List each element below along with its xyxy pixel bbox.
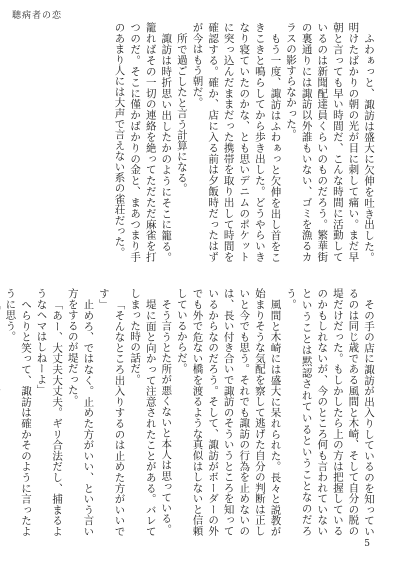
- paragraph: 堤に面と向かって注意されたことがある。バレてしまった時の話だ。: [129, 288, 157, 536]
- page-number: 5: [364, 539, 370, 549]
- paragraph: 所で過ごしたと言う計算になる。: [175, 32, 188, 193]
- paragraph: 風間と木崎には盛大に呆れられた。長々と説教が始まりそうな気配を察して逃げた自分の判断は正しいと今でも思う。それでも諏訪の行為を止めないのは、長い付き合いで諏訪のそういうところを知っているからなのだろう。そして、諏訪がボーダーの外でも外で危ない橋を渡るような真似はしないと信頼しているからだ。: [175, 288, 282, 536]
- paragraph: ふわぁっと、諏訪は盛大に欠伸を吐き出した。明けたばかりの朝の光が目に刺して痛い。まだ早朝と言っても早い時間だ、こんな時間に活動しているのは新聞配達員くらいのものだろう。繁華街の裏通りには諏訪以外誰もいない、ゴミを漁るカラスの影すらなかった。: [285, 22, 375, 262]
- paragraph: [0, 288, 2, 536]
- running-header-title: 聴病者の恋: [12, 11, 63, 21]
- upper-text-block: [24, 22, 376, 262]
- paragraph: 諏訪は時折思い出したかのようにそこに籠る。籠ればその一切の連絡を絶ってただただ麻雀を打つのだ。そこに僅かばかりの金と、まあつまり手のあまり人には大声で言えない系の雀荘だった。: [113, 22, 173, 262]
- paragraph: 「そんなところ出入りするのは止めた方がいいです」: [97, 288, 126, 536]
- paragraph: もう一度、諏訪はふわぁっと欠伸を出し首をこきこきと鳴らしてから歩き出した。どうやらいきなり寝ていたのかな、とも思いデニムのポケットに突っ込んだままだった携帯を取り出して時間を確認する。確か、店に入る前は夕飯時だったはずが今はもう朝だ。: [191, 22, 282, 262]
- paragraph: 「あー、大丈夫大丈夫。ギリ合法だし、捕まるようなヘマはしねーよ」: [35, 288, 64, 536]
- lower-text-block: [4, 288, 376, 536]
- paragraph: その手の店に諏訪が出入りしているのを知っているのは同じ歳である風間と木崎、そして自分の脱の堤だけだった。もしかしたら上の方は把握しているのかもしれないが、今のところ何も言われていないということは黙認されているということなのだろう。: [285, 288, 375, 536]
- paragraph: そう言うとた所が悪くないと本人は思っている。: [160, 298, 173, 534]
- paragraph: 止めろ、ではなく。止めた方がいい、という言い方をするのが堤だった。: [66, 288, 95, 536]
- paragraph: へらりと笑って、諏訪は確かそのように言ったように思う。: [4, 288, 32, 536]
